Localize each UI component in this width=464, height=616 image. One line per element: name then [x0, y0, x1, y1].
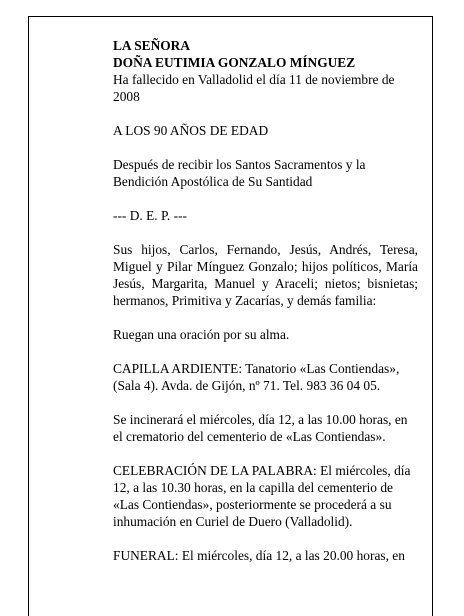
funeral-paragraph: FUNERAL: El miércoles, día 12, a las 20.00 horas, en: [113, 548, 405, 563]
celebration-paragraph: CELEBRACIÓN DE LA PALABRA: El miércoles, día 12, a las 10.30 horas, en la capilla del cementerio de «Las Contiendas», posteriormente se procederá a su inhumación en Curiel de Duero (Valladolid).: [113, 463, 411, 529]
prayer-request: Ruegan una oración por su alma.: [113, 327, 290, 342]
sacraments-paragraph: Después de recibir los Santos Sacramentos y la Bendición Apostólica de Su Santidad: [113, 157, 366, 189]
death-notice: Ha fallecido en Valladolid el día 11 de noviembre de 2008: [113, 72, 395, 104]
age-line: A LOS 90 AÑOS DE EDAD: [113, 123, 269, 138]
dep-line: --- D. E. P. ---: [113, 208, 188, 223]
cremation-paragraph: Se incinerará el miércoles, día 12, a las 10.00 horas, en el crematorio del cementerio de «Las Contiendas».: [113, 412, 408, 444]
deceased-name: DOÑA EUTIMIA GONZALO MÍNGUEZ: [113, 55, 356, 70]
obituary-body: [113, 37, 418, 581]
chapel-paragraph: CAPILLA ARDIENTE: Tanatorio «Las Contiendas», (Sala 4). Avda. de Gijón, nº 71. Tel. 983 36 04 05.: [113, 361, 400, 393]
title-line-1: LA SEÑORA: [113, 38, 191, 53]
family-paragraph: Sus hijos, Carlos, Fernando, Jesús, Andrés, Teresa, Miguel y Pilar Mínguez Gonzalo; hijos políticos, María Jesús, Margarita, Manuel y Araceli; nietos; bisnietas; hermanos, Primitiva y Zacarías, y demás familia:: [113, 242, 418, 308]
obituary-header: [113, 37, 418, 105]
